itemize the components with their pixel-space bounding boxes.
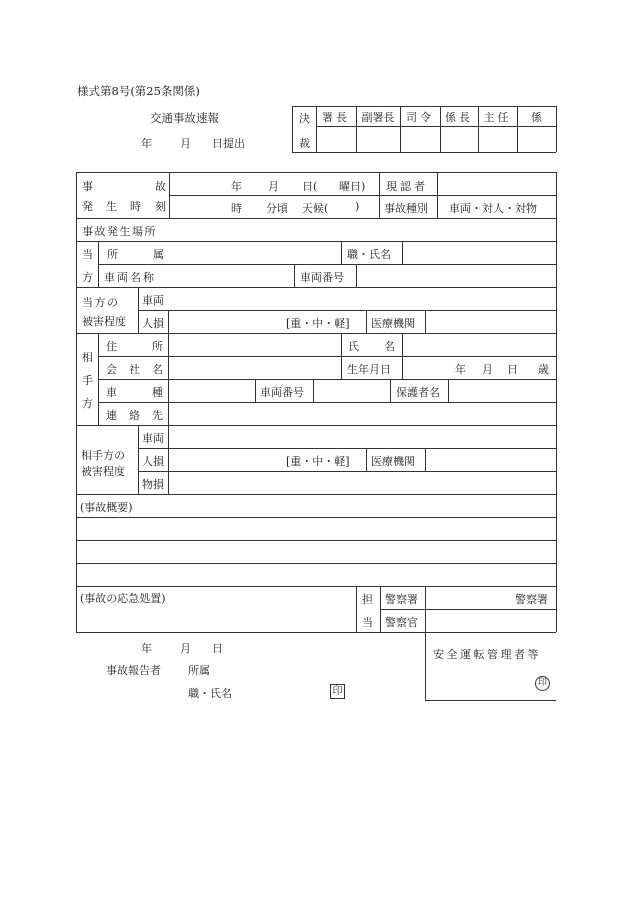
other-company-label-b: 社	[129, 363, 140, 376]
approval-col-deputy-chief: 副署長	[361, 111, 395, 124]
other-contact-field[interactable]	[169, 403, 555, 424]
other-contact-label-a: 連	[106, 409, 117, 422]
our-side-label-2: 方	[82, 271, 93, 284]
other-damage-property-label: 物損	[142, 478, 164, 491]
other-side-label-3: 方	[82, 397, 93, 410]
approval-stamp-area[interactable]	[318, 128, 555, 151]
our-vehicle-name-field[interactable]	[170, 265, 293, 286]
other-birth-day: 日	[507, 363, 518, 376]
report-year: 年	[141, 642, 152, 655]
other-name-label-b: 名	[384, 340, 395, 353]
our-side-label-1: 当	[82, 248, 93, 261]
other-vehicle-type-label-a: 車	[106, 386, 117, 399]
handler-label-1: 担	[362, 593, 373, 606]
other-name-field[interactable]	[403, 334, 555, 355]
reporter-position-name-label: 職・氏名	[188, 687, 232, 700]
approval-col-supervisor: 主任	[483, 111, 512, 124]
safety-manager-seal[interactable]: 印	[535, 676, 550, 691]
other-damage-label-1: 相手方の	[81, 449, 125, 462]
occurrence-weather: 天候(	[302, 202, 329, 215]
other-birth-month: 月	[482, 363, 493, 376]
approval-col-chief: 署長	[322, 111, 350, 124]
other-address-field[interactable]	[169, 334, 340, 355]
our-damage-severity[interactable]: [重・中・軽]	[286, 317, 350, 330]
other-name-label-a: 氏	[348, 340, 359, 353]
safety-manager-label: 安全運転管理者等	[433, 648, 541, 661]
other-vehicle-type-label-b: 種	[152, 386, 163, 399]
our-affiliation-label-b: 属	[153, 248, 164, 261]
other-damage-medical-label: 医療機関	[371, 455, 415, 468]
other-vehicle-type-field[interactable]	[169, 380, 254, 401]
other-side-label-1: 相	[82, 351, 93, 364]
location-field[interactable]	[170, 219, 555, 240]
our-damage-vehicle-label: 車両	[142, 294, 164, 307]
our-damage-label-1: 当方の	[82, 296, 120, 309]
submitted-year: 年	[141, 137, 152, 150]
occurrence-label-1a: 事	[82, 180, 93, 193]
other-birth-age: 歳	[538, 363, 549, 376]
approval-col-section-chief: 係長	[445, 111, 473, 124]
occurrence-label-2c: 時	[130, 200, 141, 213]
reporter-seal[interactable]: 印	[330, 684, 345, 699]
other-address-label-a: 住	[106, 340, 117, 353]
other-company-label-c: 名	[152, 363, 163, 376]
our-position-name-field[interactable]	[403, 242, 555, 263]
other-company-label-a: 会	[106, 363, 117, 376]
other-guardian-field[interactable]	[449, 380, 555, 401]
occurrence-label-1b: 故	[155, 180, 166, 193]
other-contact-label-c: 先	[152, 409, 163, 422]
police-officer-label: 警察官	[385, 616, 418, 629]
reporter-label: 事故報告者	[106, 664, 161, 677]
location-label: 事故発生場所	[82, 225, 157, 238]
other-damage-property-field[interactable]	[169, 472, 555, 493]
police-station-label: 警察署	[385, 593, 418, 606]
emergency-label: (事故の応急処置)	[80, 592, 166, 605]
submitted-day: 日提出	[212, 137, 245, 150]
confirmer-label: 現認者	[386, 180, 428, 193]
other-damage-vehicle-label: 車両	[142, 432, 164, 445]
other-vehicle-number-label: 車両番号	[260, 386, 304, 399]
other-guardian-label: 保護者名	[396, 386, 440, 399]
other-damage-medical-field[interactable]	[426, 449, 555, 470]
reporter-affiliation-label: 所属	[188, 664, 210, 677]
emergency-field[interactable]	[77, 604, 355, 631]
occurrence-label-2d: 刻	[155, 200, 166, 213]
occurrence-hour: 時	[231, 202, 242, 215]
occurrence-label-2b: 生	[106, 200, 117, 213]
our-position-name-label: 職・氏名	[347, 248, 391, 261]
occurrence-weekday: 曜日)	[339, 180, 366, 193]
occurrence-month: 月	[268, 180, 279, 193]
accident-type-label: 事故種別	[384, 202, 428, 215]
occurrence-day: 日(	[302, 180, 318, 193]
decision-label-1: 決	[299, 112, 310, 125]
our-damage-medical-label: 医療機関	[371, 317, 415, 330]
other-birth-label: 生年月日	[347, 363, 391, 376]
accident-type-value[interactable]: 車両・対人・対物	[449, 202, 537, 215]
police-station-suffix: 警察署	[515, 593, 548, 606]
other-damage-severity[interactable]: [重・中・軽]	[286, 455, 350, 468]
approval-col-commander: 司令	[406, 111, 434, 124]
occurrence-weather-close: )	[355, 200, 360, 213]
other-damage-injury-label: 人損	[142, 455, 164, 468]
occurrence-minute: 分頃	[266, 202, 288, 215]
our-damage-vehicle-field[interactable]	[169, 288, 555, 309]
decision-label-2: 裁	[299, 137, 310, 150]
our-vehicle-number-field[interactable]	[357, 265, 555, 286]
our-affiliation-field[interactable]	[170, 242, 340, 263]
other-damage-vehicle-field[interactable]	[169, 426, 555, 447]
handler-label-2: 当	[362, 616, 373, 629]
police-officer-field[interactable]	[426, 610, 555, 631]
police-station-field[interactable]	[426, 587, 514, 608]
approval-col-staff: 係	[531, 111, 542, 124]
our-vehicle-name-label: 車両名称	[104, 271, 156, 284]
summary-field[interactable]	[77, 518, 555, 585]
report-day: 日	[212, 642, 223, 655]
form-title: 交通事故速報	[150, 111, 219, 125]
our-damage-medical-field[interactable]	[426, 311, 555, 332]
other-damage-label-2: 被害程度	[81, 465, 125, 478]
other-contact-label-b: 絡	[129, 409, 140, 422]
submitted-month: 月	[180, 137, 191, 150]
other-birth-year: 年	[455, 363, 466, 376]
confirmer-field[interactable]	[438, 173, 555, 194]
our-damage-label-2: 被害程度	[82, 315, 126, 328]
other-side-label-2: 手	[82, 374, 93, 387]
form-style-number: 様式第8号(第25条関係)	[77, 84, 200, 98]
our-vehicle-number-label: 車両番号	[300, 271, 344, 284]
our-damage-injury-label: 人損	[142, 317, 164, 330]
other-vehicle-number-field[interactable]	[314, 380, 389, 401]
summary-label: (事故概要)	[80, 501, 133, 514]
occurrence-year: 年	[231, 180, 242, 193]
our-affiliation-label-a: 所	[107, 248, 118, 261]
report-month: 月	[180, 642, 191, 655]
occurrence-label-2a: 発	[82, 200, 93, 213]
other-company-field[interactable]	[169, 357, 340, 378]
other-address-label-b: 所	[152, 340, 163, 353]
